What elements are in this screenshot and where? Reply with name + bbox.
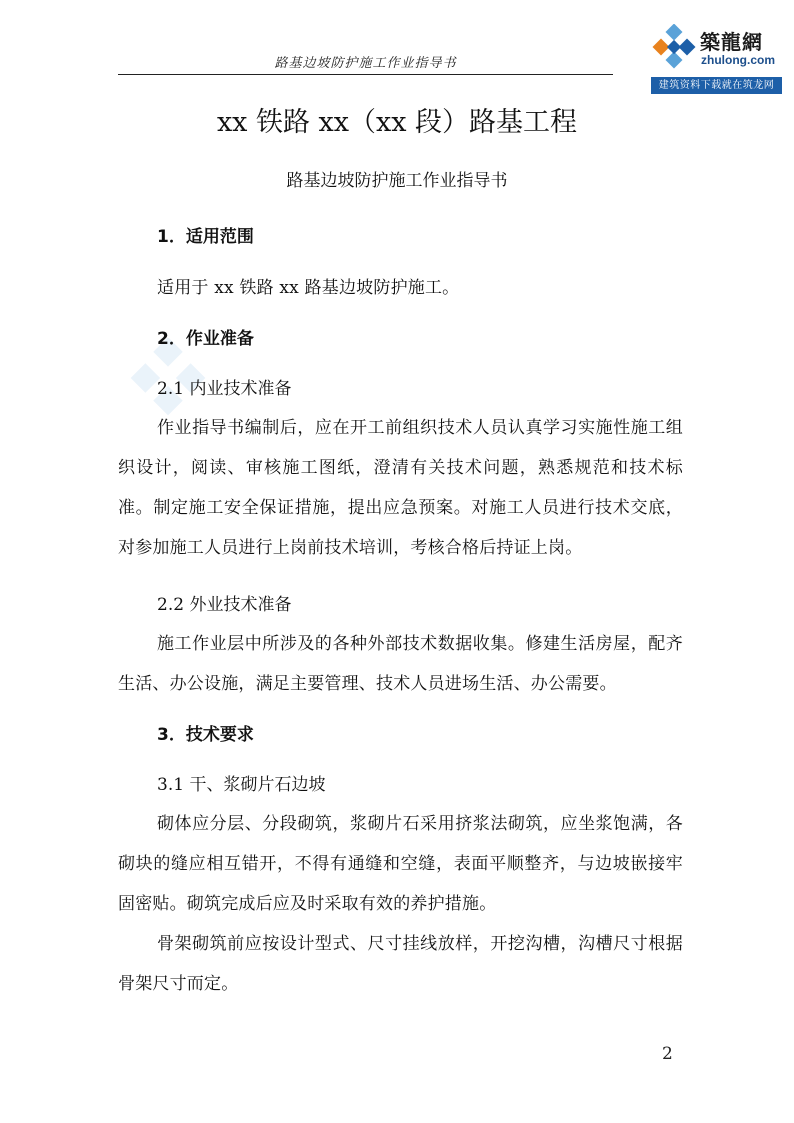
- subsection-heading-2-2: 2.2 外业技术准备: [157, 595, 292, 615]
- logo-name: 築龍網: [700, 30, 763, 54]
- subsection-2-1-paragraph: 作业指导书编制后，应在开工前组织技术人员认真学习实施性施工组织设计，阅读、审核施工图纸，澄清有关技术问题，熟悉规范和技术标准。制定施工安全保证措施，提出应急预案。对施工人员进行技术交底，对参加施工人员进行上岗前技术培训，考核合格后持证上岗。: [118, 418, 683, 558]
- document-body: [118, 218, 683, 1004]
- page-number: 2: [662, 1044, 673, 1064]
- document-subtitle: 路基边坡防护施工作业指导书: [286, 171, 508, 191]
- section-1-paragraph: 适用于 xx 铁路 xx 路基边坡防护施工。: [157, 278, 460, 298]
- zhulong-logo: [651, 22, 782, 96]
- section-heading-1: 1．适用范围: [157, 227, 254, 247]
- header-rule: [118, 74, 613, 75]
- logo-site: zhulong.com: [701, 53, 775, 67]
- subsection-heading-3-1: 3.1 干、浆砌片石边坡: [157, 775, 326, 795]
- subsection-2-2-paragraph: 施工作业层中所涉及的各种外部技术数据收集。修建生活房屋，配齐生活、办公设施，满足主要管理、技术人员进场生活、办公需要。: [118, 634, 683, 694]
- subsection-heading-2-1: 2.1 内业技术准备: [157, 379, 292, 399]
- section-heading-2: 2．作业准备: [157, 329, 254, 349]
- document-title: xx 铁路 xx（xx 段）路基工程: [216, 107, 578, 138]
- logo-slogan: 建筑资料下载就在筑龙网: [651, 77, 782, 94]
- section-heading-3: 3．技术要求: [157, 725, 254, 745]
- subsection-3-1-paragraph-1: 砌体应分层、分段砌筑，浆砌片石采用挤浆法砌筑，应坐浆饱满，各砌块的缝应相互错开，不得有通缝和空缝，表面平顺整齐，与边坡嵌接牢固密贴。砌筑完成后应及时采取有效的养护措施。: [118, 814, 683, 914]
- running-header: 路基边坡防护施工作业指导书: [274, 56, 457, 71]
- subsection-3-1-paragraph-2: 骨架砌筑前应按设计型式、尺寸挂线放样，开挖沟槽，沟槽尺寸根据骨架尺寸而定。: [118, 934, 683, 994]
- zhulong-logo-icon: [651, 24, 697, 70]
